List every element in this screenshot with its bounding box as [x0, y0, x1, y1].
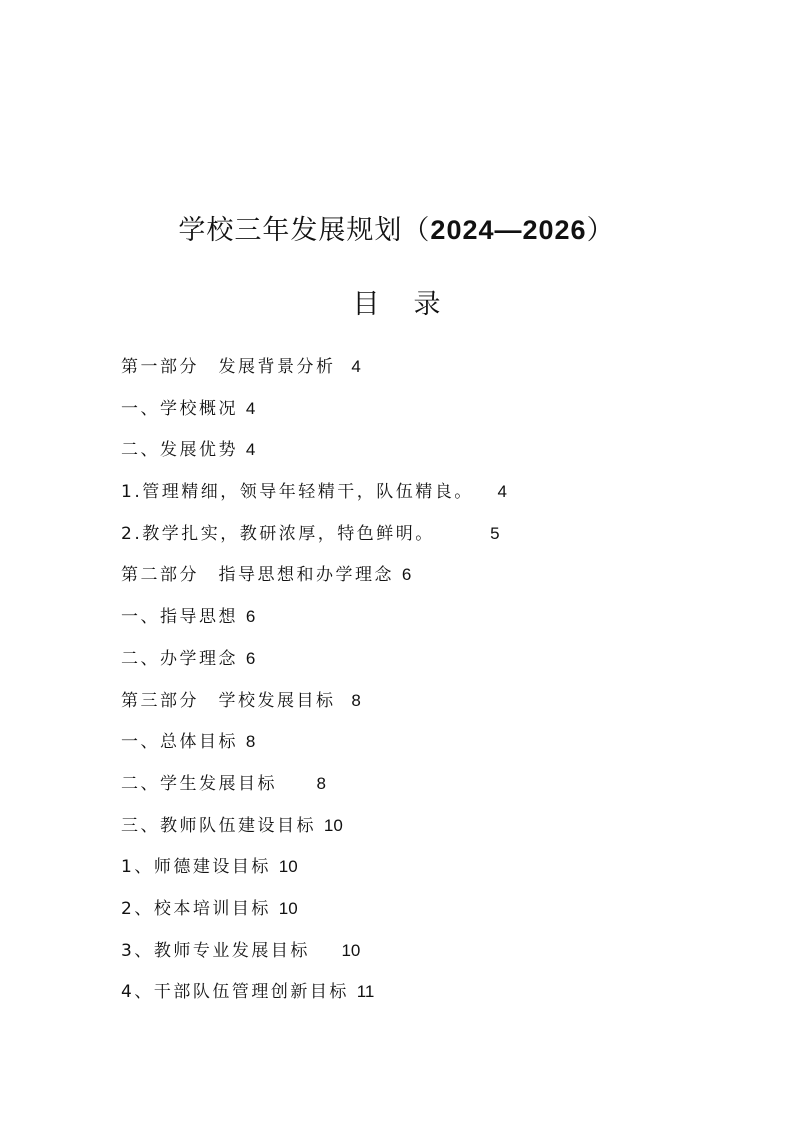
toc-page-number: 4 — [245, 398, 256, 418]
toc-page-number: 6 — [245, 607, 256, 627]
toc-page-number: 6 — [245, 648, 256, 668]
toc-page-number: 10 — [278, 857, 298, 877]
toc-heading-char-2: 录 — [413, 289, 441, 320]
toc-entry[interactable] — [121, 980, 507, 1022]
toc-heading-char-1: 目 — [352, 289, 380, 320]
title-text: 学校三年发展规划（ — [178, 215, 431, 246]
toc-entry[interactable] — [121, 355, 507, 397]
toc-entry[interactable] — [121, 772, 507, 814]
toc-entry[interactable] — [121, 730, 507, 772]
toc-page-number: 11 — [356, 982, 375, 1002]
toc-entry-text: 2.教学扎实，教研浓厚，特色鲜明。 — [121, 523, 435, 544]
title-suffix: ） — [586, 215, 615, 246]
toc-entry-text: 三、教师队伍建设目标 — [121, 815, 316, 836]
toc-page-number: 8 — [245, 732, 256, 752]
toc-page-number: 10 — [341, 940, 361, 960]
toc-entry[interactable] — [121, 605, 507, 647]
toc-page-number: 10 — [278, 898, 298, 918]
toc-entry[interactable] — [121, 647, 507, 689]
toc-entry-text: 1.管理精细，领导年轻精干，队伍精良。 — [121, 482, 474, 503]
toc-entry-text: 一、指导思想 — [121, 607, 238, 628]
toc-entry[interactable] — [121, 397, 507, 439]
toc-entry-text: 二、办学理念 — [121, 648, 238, 669]
toc-page-number: 4 — [497, 482, 507, 502]
toc-entry-text: 第三部分 学校发展目标 — [121, 690, 336, 711]
toc-entry[interactable] — [121, 814, 507, 856]
toc-entry-text: 3、教师专业发展目标 — [121, 940, 310, 961]
toc-page-number: 4 — [351, 357, 361, 376]
toc-entry[interactable] — [121, 939, 507, 981]
toc-entry[interactable] — [121, 522, 507, 564]
toc-entry[interactable] — [121, 480, 507, 522]
toc-entry[interactable] — [121, 563, 507, 605]
toc-entry-text: 二、发展优势 — [121, 440, 238, 461]
toc-heading — [0, 282, 793, 321]
toc-page-number: 8 — [351, 690, 361, 710]
toc-page-number: 4 — [245, 440, 256, 460]
title-years: 2024—2026 — [430, 215, 587, 245]
toc-page-number: 5 — [490, 523, 500, 543]
toc-page-number: 8 — [316, 773, 326, 793]
toc-entry-text: 第二部分 指导思想和办学理念 — [121, 565, 394, 586]
toc-entry[interactable] — [121, 855, 507, 897]
toc-entry-text: 一、总体目标 — [121, 732, 238, 753]
toc-entry-text: 1、师德建设目标 — [121, 857, 271, 878]
toc-entry[interactable] — [121, 438, 507, 480]
toc-entry-text: 2、校本培训目标 — [121, 898, 271, 919]
toc-entry-text: 第一部分 发展背景分析 — [121, 357, 336, 377]
toc-entry-text: 4、干部队伍管理创新目标 — [121, 982, 349, 1003]
toc-page-number: 10 — [323, 815, 343, 835]
toc-entry-text: 一、学校概况 — [121, 398, 238, 419]
document-title — [0, 208, 793, 247]
toc-entry-text: 二、学生发展目标 — [121, 773, 277, 794]
toc-page-number: 6 — [401, 565, 412, 585]
toc-entry[interactable] — [121, 897, 507, 939]
table-of-contents — [121, 355, 507, 1022]
toc-entry[interactable] — [121, 689, 507, 731]
